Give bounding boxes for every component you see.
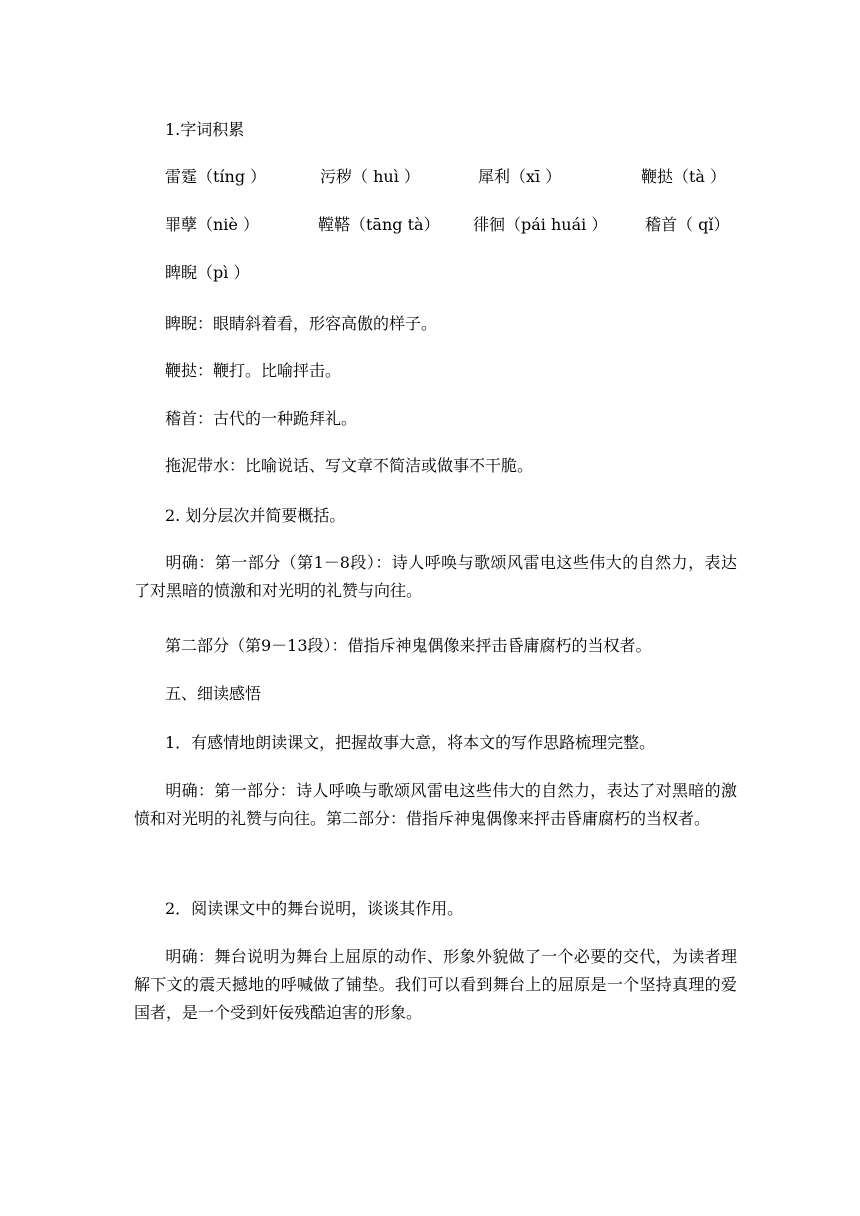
answer-1-text: 明确：第一部分：诗人呼唤与歌颂风雷电这些伟大的自然力，表达了对黑暗的激愤和对光明的礼赞与向往。第二部分：借指斥神鬼偶像来抨击昏庸腐朽的当权者。 [134, 781, 737, 828]
section-heading-reading: 五、细读感悟 [165, 684, 262, 703]
answer-2 [134, 943, 737, 1027]
answer-1 [134, 777, 737, 833]
question-1: 1．有感情地朗读课文，把握故事大意，将本文的写作思路梳理完整。 [165, 733, 656, 752]
definition-line: 鞭挞：鞭打。比喻抨击。 [165, 361, 342, 380]
structure-answer-part2: 第二部分（第9－13段）：借指斥神鬼偶像来抨击昏庸腐朽的当权者。 [165, 636, 652, 655]
vocab-item: 稽首（ qǐ） [645, 215, 730, 234]
section-heading-structure: 2. 划分层次并简要概括。 [165, 506, 346, 525]
vocab-item: 犀利（xī ） [478, 167, 562, 186]
vocab-item: 睥睨（pì ） [165, 263, 250, 282]
vocab-item: 徘徊（pái huái ） [473, 215, 608, 234]
vocab-item: 罪孽（niè ） [165, 215, 259, 234]
question-2: 2．阅读课文中的舞台说明，谈谈其作用。 [165, 899, 464, 918]
vocab-item: 雷霆（tíng ） [165, 167, 267, 186]
vocab-item: 鞭挞（tà ） [641, 167, 727, 186]
definition-line: 睥睨：眼睛斜着看，形容高傲的样子。 [165, 314, 438, 333]
section-heading-vocab: 1.字词积累 [165, 120, 245, 139]
answer-2-text: 明确：舞台说明为舞台上屈原的动作、形象外貌做了一个必要的交代，为读者理解下文的震天撼地的呼喊做了铺垫。我们可以看到舞台上的屈原是一个坚持真理的爱国者，是一个受到奸佞残酷迫害的形象。 [134, 947, 737, 1022]
vocab-item: 鞺鞳（tāng tà） [318, 215, 440, 234]
definition-line: 稽首：古代的一种跪拜礼。 [165, 409, 358, 428]
structure-answer-part1 [134, 549, 737, 605]
definition-line: 拖泥带水：比喻说话、写文章不简洁或做事不干脆。 [165, 456, 534, 475]
structure-answer-part1-text: 明确：第一部分（第1－8段）：诗人呼唤与歌颂风雷电这些伟大的自然力，表达了对黑暗的愤激和对光明的礼赞与向往。 [134, 553, 737, 600]
vocab-item: 污秽（ huì ） [320, 167, 420, 186]
